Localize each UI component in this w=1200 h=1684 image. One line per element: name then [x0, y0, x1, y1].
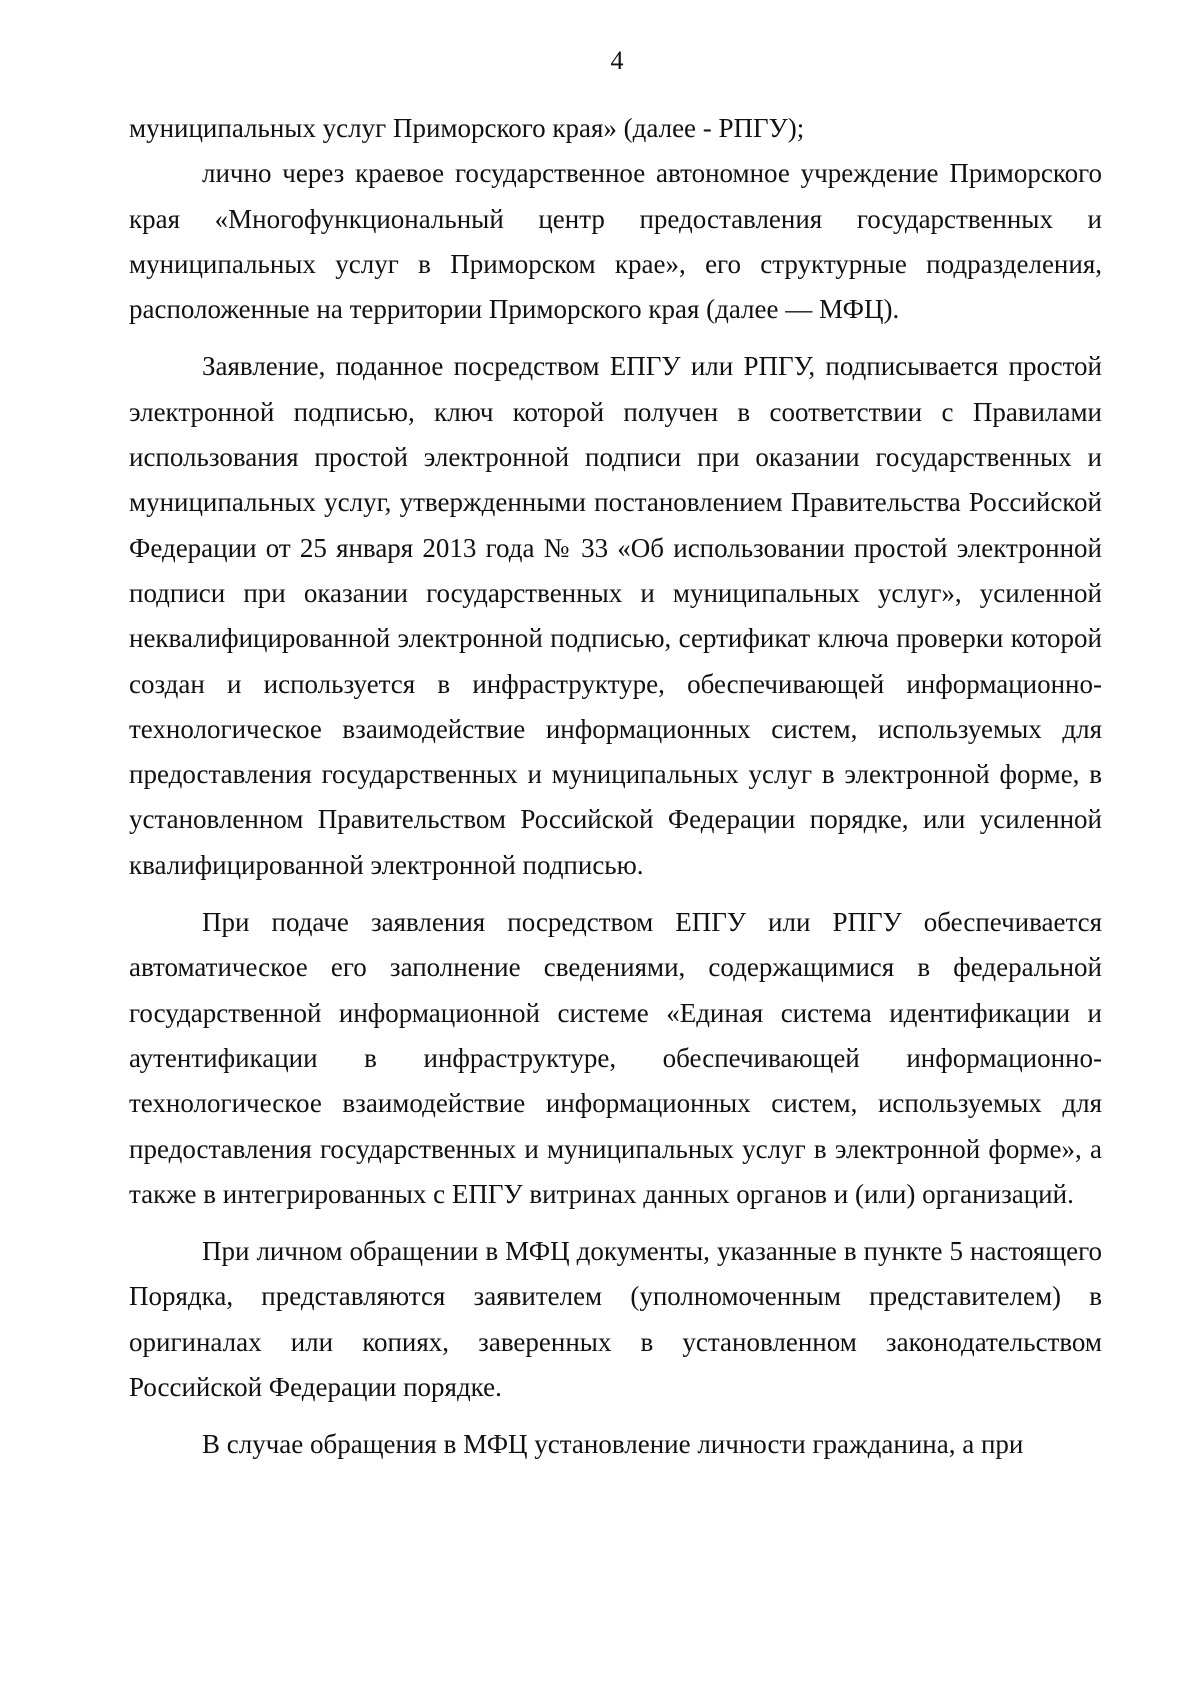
paragraph-mfc-submission: лично через краевое государственное автономное учреждение Приморского края «Многофункциональный центр предоставления государственных и муниципальных услуг в Приморском крае», его структурные подразделения, расположенные на территории Приморского края (далее — МФЦ).: [129, 158, 1102, 325]
paragraph-electronic-signature: Заявление, поданное посредством ЕПГУ или РПГУ, подписывается простой электронной подписью, ключ которой получен в соответствии с Правилами использования простой электронной подписи при оказании государственных и муниципальных услуг, утвержденными постановлением Правительства Российской Федерации от 25 января 2013 года № 33 «Об использовании простой электронной подписи при оказании государственных и муниципальных услуг», усиленной неквалифицированной электронной подписью, сертификат ключа проверки которой создан и используется в инфраструктуре, обеспечивающей информационно-технологическое взаимодействие информационных систем, используемых для предоставления государственных и муниципальных услуг в электронной форме, в установленном Правительством Российской Федерации порядке, или усиленной квалифицированной электронной подписью.: [129, 351, 1102, 880]
document-body: [129, 106, 1102, 1468]
paragraph-identity-check: В случае обращения в МФЦ установление личности гражданина, а при: [202, 1429, 1024, 1460]
paragraph-auto-fill: При подаче заявления посредством ЕПГУ или РПГУ обеспечивается автоматическое его заполнение сведениями, содержащимися в федеральной государственной информационной системе «Единая система идентификации и аутентификации в инфраструктуре, обеспечивающей информационно-технологическое взаимодействие информационных систем, используемых для предоставления государственных и муниципальных услуг в электронной форме», а также в интегрированных с ЕПГУ витринах данных органов и (или) организаций.: [129, 907, 1102, 1209]
paragraph-rpgu-continuation: муниципальных услуг Приморского края» (далее - РПГУ);: [129, 113, 805, 143]
page-number: 4: [610, 46, 624, 75]
paragraph-personal-visit: При личном обращении в МФЦ документы, указанные в пункте 5 настоящего Порядка, представляются заявителем (уполномоченным представителем) в оригиналах или копиях, заверенных в установленном законодательством Российской Федерации порядке.: [129, 1236, 1102, 1403]
